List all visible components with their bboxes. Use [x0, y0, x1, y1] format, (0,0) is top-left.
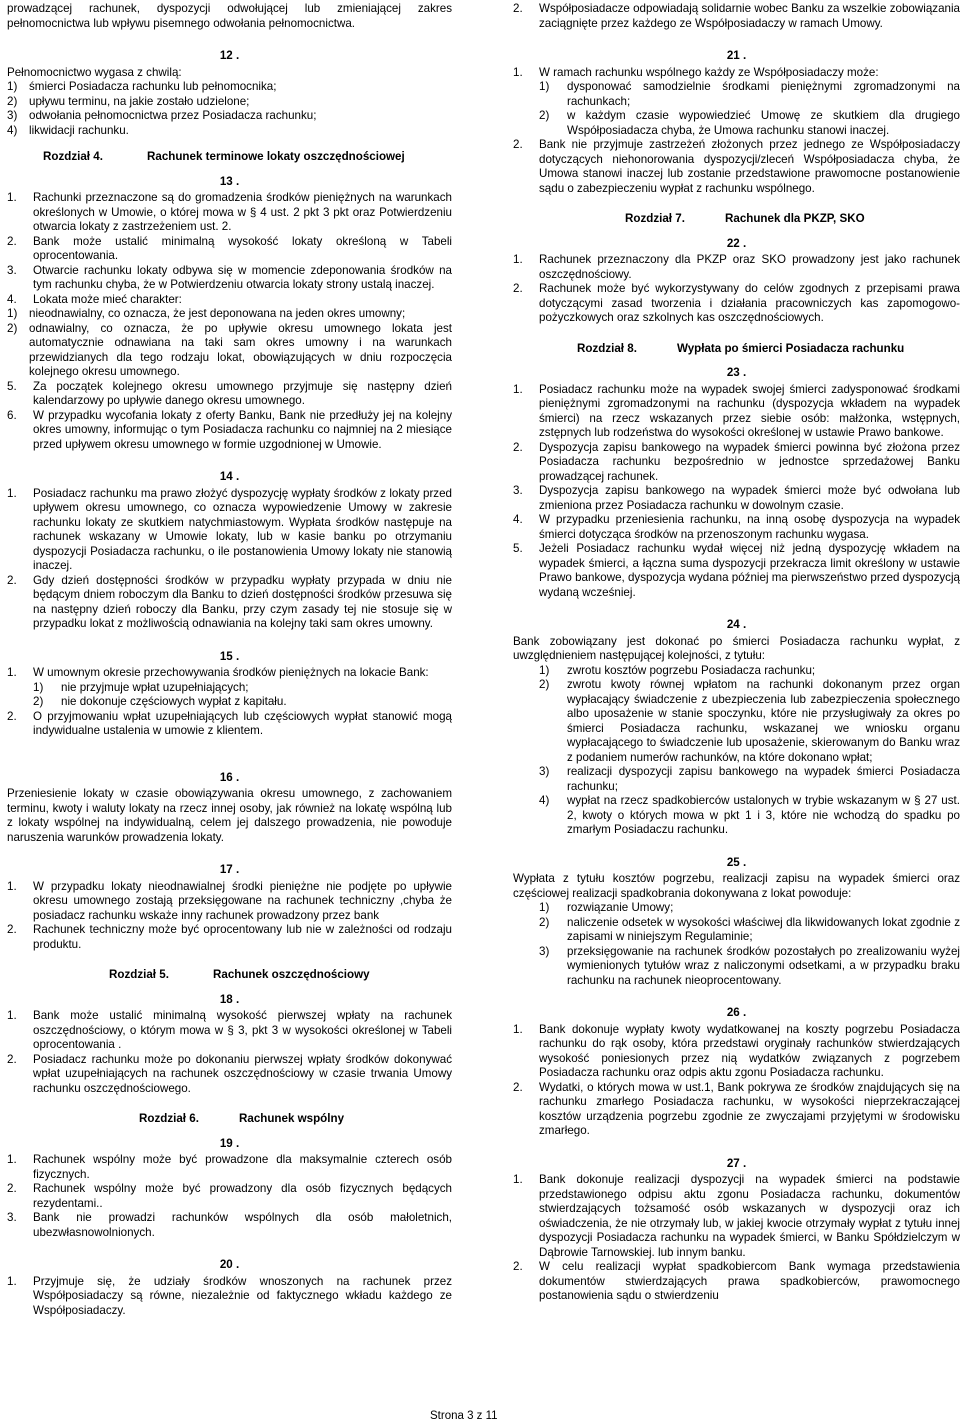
section-21-heading: 21 .	[726, 49, 747, 62]
list-item: 1) nieodnawialny, co oznacza, że jest deponowana na jeden okres umowny;	[7, 307, 406, 320]
section-15-heading: 15 .	[219, 649, 240, 663]
list-item: 1. Bank dokonuje wypłaty kwoty wydatkowanej na koszty pogrzebu Posiadacza rachunku do rąk osoby, która przedstawi oryginały rachunków stwierdzających wysokość poniesionych przez nią wydatków związanych z pogrzebem Posiadacza rachunku oraz odpis aktu zgonu Posiadacza rachunku.	[513, 1022, 960, 1079]
chapter-7-heading: Rozdział 7. Rachunek dla PKZP, SKO	[625, 212, 865, 225]
list-item: 1. W przypadku lokaty nieodnawialnej środki pieniężne nie podjęte po upływie okresu umownego zostają przeksięgowane na rachunek techniczny ,chyba że posiadacz rachunku wskaże inny rachunek prowadzony przez bank	[7, 879, 452, 922]
section-13-heading: 13 .	[219, 174, 240, 188]
section-16-heading: 16 .	[219, 770, 240, 784]
chapter-6-heading: Rozdział 6. Rachunek wspólny	[139, 1112, 345, 1125]
list-item: 1. Rachunki przeznaczone są do gromadzenia środków pieniężnych na warunkach określonych w Umowie, o której mowa w § 4 ust. 2 pkt 3 pkt oraz Potwierdzeniu otwarcia lokaty z zastrzeżeniem ust. 2.	[7, 191, 452, 233]
list-item: 2) naliczenie odsetek w wysokości właściwej dla likwidowanych lokat zgodnie z zapisami w niniejszym Regulaminie;	[539, 915, 960, 943]
chapter-8-heading: Rozdział 8. Wypłata po śmierci Posiadacza rachunku	[577, 341, 905, 355]
section-24-heading: 24 .	[726, 618, 747, 631]
list-item: 2. W celu realizacji wypłat spadkobiercom Bank wymaga przedstawienia dokumentów stwierdzających prawa spadkobierców, prawomocnego postanowienia sądu o stwierdzeniu	[513, 1260, 960, 1302]
paragraph: Wypłata z tytułu kosztów pogrzebu, realizacji zapisu na wypadek śmierci oraz częściowej realizacji spadkobrania dokonywana z lokat powoduje:	[513, 872, 960, 900]
list-item: 5. Jeżeli Posiadacz rachunku wydał więcej niż jedną dyspozycję wkładem na wypadek śmierci, a łączna suma dyspozycji przekracza limit określony w ustawie Prawo bankowe, dyspozycja wydana później ma pierwszeństwo przed dyspozycją wydaną wcześniej.	[513, 542, 960, 599]
list-item: 1. Posiadacz rachunku ma prawo złożyć dyspozycję wypłaty środków z lokaty przed upływem okresu umownego, co oznacza wypowiedzenie Umowy w zakresie rachunku lokaty ze skutkiem natychmiastowym. Wypłata środków następuje na rachunek wskazany w Umowie lokaty, lub w kasie banku po otrzymaniu dyspozycji Posiadacza rachunku, o ile postanowienia Umowy lokaty nie stanowią inaczej.	[7, 486, 452, 572]
list-item: 1) nie przyjmuje wpłat uzupełniających;	[33, 680, 249, 694]
list-item: 2) w każdym czasie wypowiedzieć Umowę ze skutkiem dla drugiego Współposiadacza chyba, że Umowa rachunku stanowi inaczej.	[539, 109, 960, 137]
list-item: 2) odnawialny, co oznacza, że po upływie okresu umownego lokata jest automatycznie odnawiana na taki sam okres umowny i na warunkach przewidzianych dla tego rodzaju lokat, obowiązujących w dniu rozpoczęcia kolejnego okresu umownego.	[7, 321, 452, 378]
list-item: 3) odwołania pełnomocnictwa przez Posiadacza rachunku;	[7, 109, 317, 122]
list-item: 3. Bank nie prowadzi rachunków wspólnych dla osób małoletnich, ubezwłasnowolnionych.	[7, 1211, 452, 1239]
list-item: 2. Rachunek może być wykorzystywany do celów zgodnych z przepisami prawa dotyczącymi zasad tworzenia i działania pracowniczych kas zapomogowo-pożyczkowych oraz szkolnych kas oszczędnościowych.	[513, 282, 960, 324]
right-column	[513, 2, 960, 1304]
list-item: 2. O przyjmowaniu wpłat uzupełniających lub częściowych wypłat stanowić mogą indywidualne ustalenia w umowie z klientem.	[7, 709, 452, 737]
list-item: 2. Współposiadacze odpowiadają solidarnie wobec Banku za wszelkie zobowiązania zaciągnięte przez każdego ze Współposiadaczy w ramach Umowy.	[513, 2, 960, 30]
section-25-heading: 25 .	[726, 855, 747, 869]
list-item: 1. Bank dokonuje realizacji dyspozycji na wypadek śmierci na podstawie przedstawionego odpisu aktu zgonu Posiadacza rachunku, dokumentów stwierdzających tożsamość osób wskazanych w dyspozycji oraz ich oświadczenia, że nie otrzymały lub, w jakiej kwocie otrzymały wypłat z tytułu innej dyspozycji Posiadacza rachunku na wypadek śmierci, w Banku Spółdzielczym w Dąbrowie Tarnowskiej. lub innym banku.	[513, 1173, 960, 1259]
page-number: Strona 3 z 11	[430, 1410, 498, 1422]
paragraph: Przeniesienie lokaty w czasie obowiązywania okresu umownego, z zachowaniem terminu, kwoty i waluty lokaty na rzecz innej osoby, jak również na lokatę wspólną lub z lokaty wspólnej na indywidualną, celem jej dalszego prowadzenia, nie powoduje naruszenia warunków prowadzenia lokaty.	[7, 787, 452, 844]
list-item: 3) realizacji dyspozycji zapisu bankowego na wypadek śmierci Posiadacza rachunku;	[539, 765, 960, 793]
list-item: 2) zwrotu kwoty równej wpłatom na rachunki dokonanym przez organ wypłacający świadczenie z ubezpieczenia lub zabezpieczenia społecznego albo uposażenie w stanie spoczynku, które nie przysługiwały za okres po śmierci Posiadacza rachunku, wskazanej we wniosku organu wypłacającego to świadczenie lub uposażenie, skierowanym do Banku wraz z podaniem numerów rachunków, na które dokonano wpłat;	[539, 678, 960, 764]
list-item: 4. Lokata może mieć charakter:	[7, 292, 182, 306]
section-22-heading: 22 .	[726, 236, 747, 250]
list-item: 1) zwrotu kosztów pogrzebu Posiadacza rachunku;	[539, 663, 816, 677]
list-item: 2. Wydatki, o których mowa w ust.1, Bank pokrywa ze środków znajdujących się na rachunku zmarłego Posiadacza rachunku, w wysokości nieprzekraczającej kosztów urządzenia pogrzebu zgodnie ze zwyczajami przyjętymi w środowisku zmarłego.	[513, 1080, 960, 1137]
paragraph: prowadzącej rachunek, dyspozycji odwołującej lub zmieniającej zakres pełnomocnictwa lub wpływu pisemnego odwołania pełnomocnictwa.	[7, 2, 452, 30]
section-23-heading: 23 .	[726, 366, 747, 379]
list-item: 1. Bank może ustalić minimalną wysokość pierwszej wpłaty na rachunek oszczędnościowy, o którym mowa w § 3, pkt 3 w wysokości określonej w Tabeli oprocentowania .	[7, 1009, 452, 1051]
list-item: 1. Posiadacz rachunku może na wypadek swojej śmierci zadysponować środkami pieniężnymi zgromadzonymi na rachunku (dyspozycja wkładem na wypadek śmierci) na rzecz wskazanych przez siebie osób: małżonka, wstępnych, zstępnych lub rodzeństwa do wysokości określonej w ustawie Prawo bankowe.	[513, 382, 960, 439]
paragraph: Pełnomocnictwo wygasa z chwilą:	[7, 65, 182, 79]
list-item: 2. Dyspozycja zapisu bankowego na wypadek śmierci powinna być złożona przez Posiadacza rachunku bezpośrednio w jednostce sprzedażowej Banku prowadzącej rachunek.	[513, 440, 960, 483]
list-item: 2. Bank nie przyjmuje zastrzeżeń złożonych przez jednego ze Współposiadaczy dotyczących niehonorowania dyspozycji/zleceń Współposiadacza chyba, że Umowa stanowi inaczej lub zostanie przedstawione prawomocne postanowienie sądu o zabezpieczeniu wypłat z rachunku wspólnego.	[513, 138, 960, 195]
list-item: 1. W ramach rachunku wspólnego każdy ze Współposiadaczy może:	[513, 65, 879, 79]
left-column	[7, 2, 452, 1318]
list-item: 1. Rachunek przeznaczony dla PKZP oraz SKO prowadzony jest jako rachunek oszczędnościowy.	[513, 253, 960, 281]
list-item: 4. W przypadku przeniesienia rachunku, na inną osobę dyspozycja na wypadek śmierci dotycząca środków na przenoszonym rachunku wygasa.	[513, 513, 960, 541]
list-item: 2) upływu terminu, na jakie zostało udzielone;	[7, 94, 250, 108]
paragraph: Bank zobowiązany jest dokonać po śmierci Posiadacza rachunku wypłat, z uwzględnieniem następującej kolejności, z tytułu:	[513, 634, 960, 662]
list-item: 3) przeksięgowanie na rachunek środków pozostałych po zrealizowaniu wyżej wymienionych tytułów wraz z naliczonymi odsetkami, a w przypadku braku rachunku na rachunek nieoprocentowany.	[539, 944, 960, 987]
list-item: 2) nie dokonuje częściowych wypłat z kapitału.	[33, 695, 287, 708]
section-19-heading: 19 .	[219, 1136, 240, 1150]
list-item: 1) rozwiązanie Umowy;	[539, 901, 674, 914]
list-item: 1) śmierci Posiadacza rachunku lub pełnomocnika;	[7, 80, 277, 93]
list-item: 2. Bank może ustalić minimalną wysokość lokaty określoną w Tabeli oprocentowania.	[7, 234, 452, 262]
list-item: 2. Rachunek techniczny może być oprocentowany lub nie w zależności od rodzaju produktu.	[7, 923, 452, 951]
section-12-heading: 12 .	[219, 49, 240, 62]
list-item: 1. Przyjmuje się, że udziały środków wnoszonych na rachunek przez Współposiadaczy są równe, niezależnie od faktycznego wkładu każdego ze Współposiadaczy.	[7, 1274, 452, 1317]
list-item: 2. Rachunek wspólny może być prowadzony dla osób fizycznych będących rezydentami..	[7, 1182, 452, 1210]
chapter-5-heading: Rozdział 5. Rachunek oszczędnościowy	[109, 968, 370, 981]
list-item: 1. W umownym okresie przechowywania środków pieniężnych na lokacie Bank:	[7, 666, 429, 679]
section-18-heading: 18 .	[219, 992, 240, 1006]
chapter-4-heading: Rozdział 4. Rachunek terminowe lokaty oszczędnościowej	[43, 150, 405, 163]
list-item: 4) wypłat na rzecz spadkobierców ustalonych w trybie wskazanym w § 27 ust. 2, kwoty o których mowa w pkt 1 i 3, które nie wchodzą do spadku po zmarłym Posiadaczu rachunku.	[539, 794, 960, 836]
list-item: 3. Dyspozycja zapisu bankowego na wypadek śmierci może być odwołana lub zmieniona przez Posiadacza rachunku w dowolnym czasie.	[513, 484, 960, 512]
list-item: 2. Posiadacz rachunku może po dokonaniu pierwszej wpłaty środków dokonywać wpłat uzupełniających na rachunek oszczędnościowy w czasie trwania Umowy rachunku oszczędnościowego.	[7, 1052, 452, 1095]
section-27-heading: 27 .	[726, 1156, 747, 1170]
section-20-heading: 20 .	[219, 1258, 240, 1271]
list-item: 4) likwidacji rachunku.	[7, 123, 129, 137]
list-item: 6. W przypadku wycofania lokaty z oferty Banku, Bank nie przedłuży jej na kolejny okres umowny, informując o tym Posiadacza rachunku co najmniej na 2 miesiące przed upływem okresu umownego w formie uzgodnionej w Umowie.	[7, 408, 452, 451]
list-item: 3. Otwarcie rachunku lokaty odbywa się w momencie zdeponowania środków na tym rachunku chyba, że w Potwierdzeniu otwarcia lokaty strony ustalą inaczej.	[7, 263, 452, 291]
section-14-heading: 14 .	[219, 470, 240, 483]
list-item: 1) dysponować samodzielnie środkami pieniężnymi zgromadzonymi na rachunkach;	[539, 80, 960, 108]
list-item: 1. Rachunek wspólny może być prowadzone dla maksymalnie czterech osób fizycznych.	[7, 1153, 452, 1181]
section-26-heading: 26 .	[726, 1006, 747, 1019]
section-17-heading: 17 .	[219, 863, 240, 876]
list-item: 5. Za początek kolejnego okresu umownego przyjmuje się następny dzień kalendarzowy po upływie danego okresu umownego.	[7, 379, 452, 407]
list-item: 2. Gdy dzień dostępności środków w przypadku wypłaty przypada w dniu nie będącym dniem roboczym dla Banku to dzień dostępności środków przesuwa się na następny dzień roboczy dla Banku, przy czym zasady tej nie stosuje się w przypadku lokat z możliwością odnawiania na kolejny taki sam okres umowny.	[7, 573, 452, 630]
